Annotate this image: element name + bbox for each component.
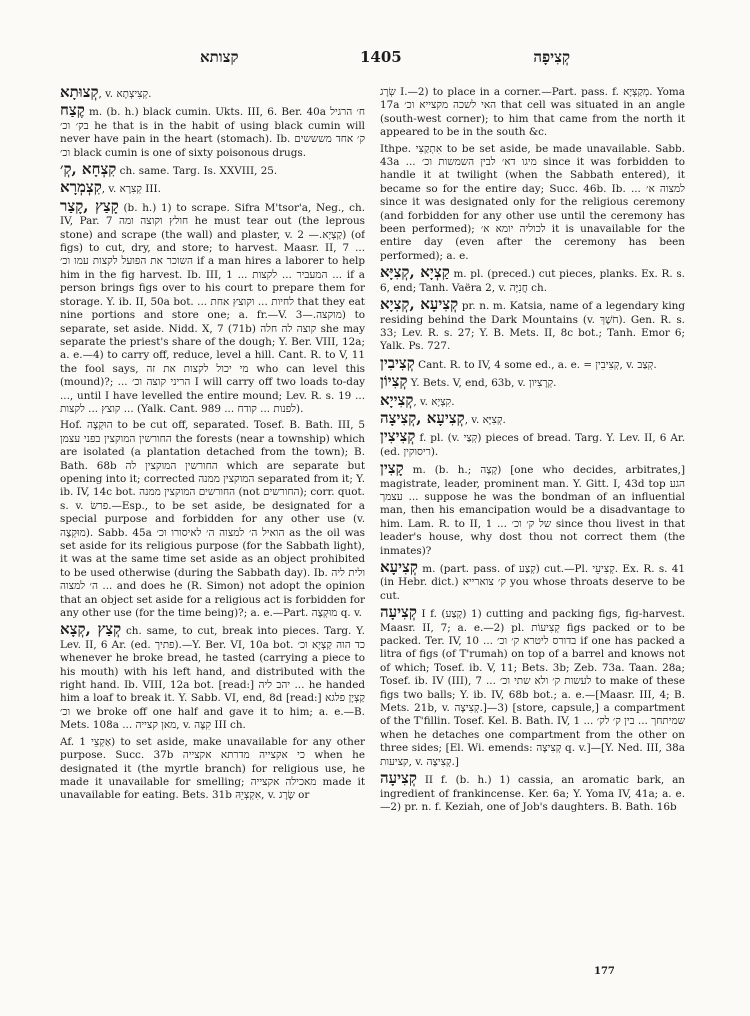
entry-definition: , v. קְצִרָא III. [101, 183, 161, 196]
dictionary-entry [60, 196, 365, 417]
dictionary-entry [380, 459, 685, 558]
entry-headword: קְצוּתָא [60, 86, 99, 101]
dictionary-entry [60, 101, 365, 160]
entry-definition: I f. (קָצַע) 1) cutting and packing figs, fig-harvest. Maasr. II, 7; a. e.—2) pl. קְצִיעוֹת figs packed or to be packed. Ter. IV, 10 ... בדורס ליטרא ק׳ וכ׳ if one has packed a litra of figs (of T'rumah) on top of a barrel and knows not of which; Tosef. ib. V, 11; Bets. 3b; Zeb. 73a. Taan. 28a; Tosef. ib. IV (III), 7 ... לעשות ק׳ ולא שתי וכ׳ to make of these figs two balls; Y. ib. IV, 68b bot.; a. e.—[Maasr. III, 4; B. Mets. 21b, v. קְצִיצָה.]—3) [store, capsule,] a compartment of the T'fillin. Tosef. Kel. B. Bath. IV, 1 ... שמיתחך ... בין ק׳ לק׳ when he detaches one compartment from the other on three sides; [El. Wi. emends: קְצִיצָה q. v.]—[Y. Ned. III, 38a קציעות, v. קְצִיצָה.] [380, 608, 685, 768]
dictionary-entry [60, 160, 365, 179]
entry-headword: קְצִיעָא ,קְצִיצָה [380, 408, 465, 427]
header-left-word: קצותא [200, 48, 239, 66]
header-right-word: קְצִיפָה [533, 48, 570, 66]
dictionary-entry [60, 419, 365, 620]
signature-mark: 177 [594, 966, 615, 977]
entry-headword: קֶצַח [60, 101, 85, 120]
entry-headword: קְצַץ ,קְצָא [60, 620, 122, 639]
entry-definition: ch. same. Targ. Is. XXVIII, 25. [116, 165, 278, 178]
entry-definition: Af. אַקְצֵי 1) to set aside, make unavailable for any other purpose. Succ. 37b כי אקצייה מדרתא אקצייה when he designated it (the myrtle branch) for religious use, he made it unavailable for smelling; מאכילה אקצייה made it unavailable for eating. Bets. 31b אִקְצְיֵהּ, v. שָׂרָג or [60, 735, 365, 802]
entry-definition: Hof. הוּקְצָה to be cut off, separated. Tosef. B. Bath. III, 5 החורשין המוקצין בפני עצמן the forests (near a township) which are isolated (a plantation detached from the town); B. Bath. 68b החורשין המוקצין לה which are separate but opening into it; corrected המוקצין ממנה separated from it; Y. ib. IV, 14c bot. החורשים המוקצין ממנה (not החורשים); corr. quot. s. v. פרשׂ.—Esp., to be set aside, be designated for a special purpose and forbidden for any other use (v. מוּקְצֶה). Sabb. 45a הואיל ה׳ למצוה ה׳ לאיסורו וכ׳ as the oil was set aside for its religious purpose (for the Sabbath light), it was at the same time set aside as an object prohibited to be used otherwise (during the Sabbath day). Ib. ולית ליה ה׳ למצוה ... and does he (R. Simon) not adopt the opinion that an object set aside for a religious act is forbidden for any other use (for the time being)?; a. e.—Part. מוּקְצֶה q. v. [60, 419, 365, 620]
running-header [60, 48, 690, 70]
entry-headword: קִצְמְרָא [60, 178, 102, 197]
dictionary-entry [380, 263, 685, 295]
dictionary-entry [380, 769, 685, 814]
dictionary-entry [380, 353, 685, 372]
entry-definition: f. pl. (v. קְצַי) pieces of bread. Targ. Y. Lev. II, 6 Ar. (ed. ריסוקין). [380, 432, 685, 458]
dictionary-entry [380, 295, 685, 354]
entry-headword: קִצְחָא ,קְ׳ [60, 160, 117, 179]
entry-definition: , v. קְצִיָּא. [464, 413, 506, 426]
entry-definition: ch. same, to cut, break into pieces. Targ. Y. Lev. II, 6 Ar. (ed. פתיך).—Y. Ber. VI, 10a bot. כד הוה קַצְיָא וכ׳ whenever he broke bread, he tasted (carrying a piece to his mouth) with his left hand, and distributed with the right hand. Ib. VIII, 12a bot. [read:] יהב ליה ... he handed him a loaf to break it. Y. Sabb. VI, end, 8d [read:] קַצְיָן פלגא וכ׳ we broke off one half and gave it to him; a. e.—B. Mets. 108a ... מאן קצייה, v. קִצָּה III ch. [60, 625, 365, 732]
entry-headword: קָצִין [380, 459, 404, 478]
entry-headword: קַצְיָא ,קְצִיָּא [380, 263, 450, 282]
entry-headword: קְצִיצִין [380, 427, 416, 446]
entry-definition: Y. Bets. V, end, 63b, v. קְרָצִיון. [407, 377, 557, 390]
entry-headword: קָצַץ ,קָצַר [60, 196, 119, 215]
entry-definition: pr. n. m. Katsia, name of a legendary king residing behind the Dark Mountains (v. חֹשֶׁךְ). Gen. R. s. 33; Lev. R. s. 27; Y. B. Mets. II, 8c bot.; Tanh. Emor 6; Yalk. Ps. 727. [380, 300, 685, 353]
entry-definition: , v. קִצְיָא. [413, 395, 455, 408]
dictionary-entry [380, 558, 685, 603]
dictionary-entry [60, 620, 365, 732]
entry-definition: II f. (b. h.) 1) cassia, an aromatic bark, an ingredient of frankincense. Ker. 6a; Y. Yoma IV, 41a; a. e.—2) pr. n. f. Keziah, one of Job's daughters. B. Bath. 16b [380, 774, 685, 813]
entry-definition: שְׂרָג I.—2) to place in a corner.—Part. pass. f. מְקַצְיָא. Yoma 17a האי לשכה מקצייא וכ׳ that cell was situated in an angle (south-west corner); to him that came from the north it appeared to be in the south &c. [380, 86, 685, 139]
entry-headword: קְצִיעָא [380, 558, 418, 576]
dictionary-entry [380, 390, 685, 409]
page-number: 1405 [360, 48, 402, 66]
dictionary-entry [60, 86, 365, 101]
entry-definition: m. (b. h.) black cumin. Ukts. III, 6. Ber. 40a ח׳ הרגיל בק׳ וכ׳ he that is in the habit of using black cumin will never have pain in the heart (stomach). Ib. ק׳ אחד משששים וכ׳ black cumin is one of sixty poisonous drugs. [60, 106, 365, 159]
entry-definition: m. (b. h.; קָצָה) [one who decides, arbitrates,] magistrate, leader, prominent man. Y. Gitt. I, 43d top הגע עצמך ... suppose he was the bondman of an influential man, then his emancipation would be a disadvantage to him. Lam. R. to II, 1 ... של ק׳ וכ׳ since thou livest in that leader's house, why dost thou not correct them (the inmates)? [380, 464, 685, 557]
dictionary-entry [380, 86, 685, 140]
entry-definition: Ithpe. אִתְקַצִּי to be set aside, be made unavailable. Sabb. 43a ... מיגו דא׳ לבין השמשות וכ׳ since it was forbidden to handle it at twilight (when the Sabbath entered), it became so for the entire day; Succ. 46b. Ib. ... למצוה א׳ since it was designated only for the religious ceremony (and forbidden for any other use until the ceremony has been performed); לכוליה יומא א׳ it is unavailable for the entire day (even after the ceremony has been performed); a. e. [380, 142, 685, 262]
entry-definition: m. pl. (preced.) cut pieces, planks. Ex. R. s. 6, end; Tanh. Vaëra 2, v. חֲנִיָּה ch. [380, 268, 685, 294]
entry-definition: Cant. R. to IV, 4 some ed., a. e. = קְצִיבִין, v. קְצַב. [414, 358, 657, 371]
entry-headword: קְצִיוֹן [380, 372, 408, 391]
left-column [60, 86, 365, 966]
dictionary-entry [60, 178, 365, 197]
dictionary-entry [380, 372, 685, 391]
entry-definition: , v. קְצִיצְתָא. [98, 88, 152, 100]
entry-headword: קְצִיבִין [380, 353, 415, 372]
entry-headword: קְצִיעָה [380, 769, 417, 788]
entry-headword: קְצִייָא [380, 390, 414, 409]
dictionary-entry [60, 736, 365, 803]
entry-definition: (b. h.) 1) to scrape. Sifra M'tsor'a, Neg., ch. IV, Par. 7 חולץ וקוצה ומה he must tear out (the leprous stone) and scrape (the wall) and plaster, v. קַצְיָא.— 2) (of figs) to cut, dry, and store; to harvest. Maasr. II, 7 ... השוכר את הפועל לקצות עמו וכ׳ if a man hires a laborer to help him in the fig harvest. Ib. III, 1 ... המעביר ... לקצות ... if a person brings figs over to his court to prepare them for storage. Y. ib. II, 50a bot. ... לחיות ... וקוצץ אחת that they eat nine portions and store one; a. fr.—V. מוקצה.—3) to separate, set aside. Nidd. X, 7 (71b) קוצה לה חלה she may separate the priest's share of the dough; Y. Ber. VIII, 12a; a. e.—4) to carry off, reduce, level a hill. Cant. R. to V, 11 the fool says, מי יכול לקצות את זה who can level this (mound)?; ... הריני קוצה וכ׳ I will carry off two loads to-day ..., until I have levelled the entire mound; Lev. R. s. 19 ... קוצץ ... לקצות ... (Yalk. Cant. 989 ... לפנות ... קודח). [60, 201, 365, 415]
right-column [380, 86, 685, 966]
entry-headword: קְצִיעָא ,קְצִיָא [380, 295, 459, 314]
dictionary-entry [380, 427, 685, 459]
entry-definition: m. (part. pass. of קְצַע) cut.—Pl. קְצִיעֵי. Ex. R. s. 41 (in Hebr. dict.) ק׳ צוארייא you whose throats deserve to be cut. [380, 563, 685, 602]
dictionary-entry [380, 603, 685, 769]
dictionary-entry [380, 143, 685, 264]
dictionary-entry [380, 408, 685, 427]
entry-headword: קְצִיעָה [380, 603, 417, 622]
